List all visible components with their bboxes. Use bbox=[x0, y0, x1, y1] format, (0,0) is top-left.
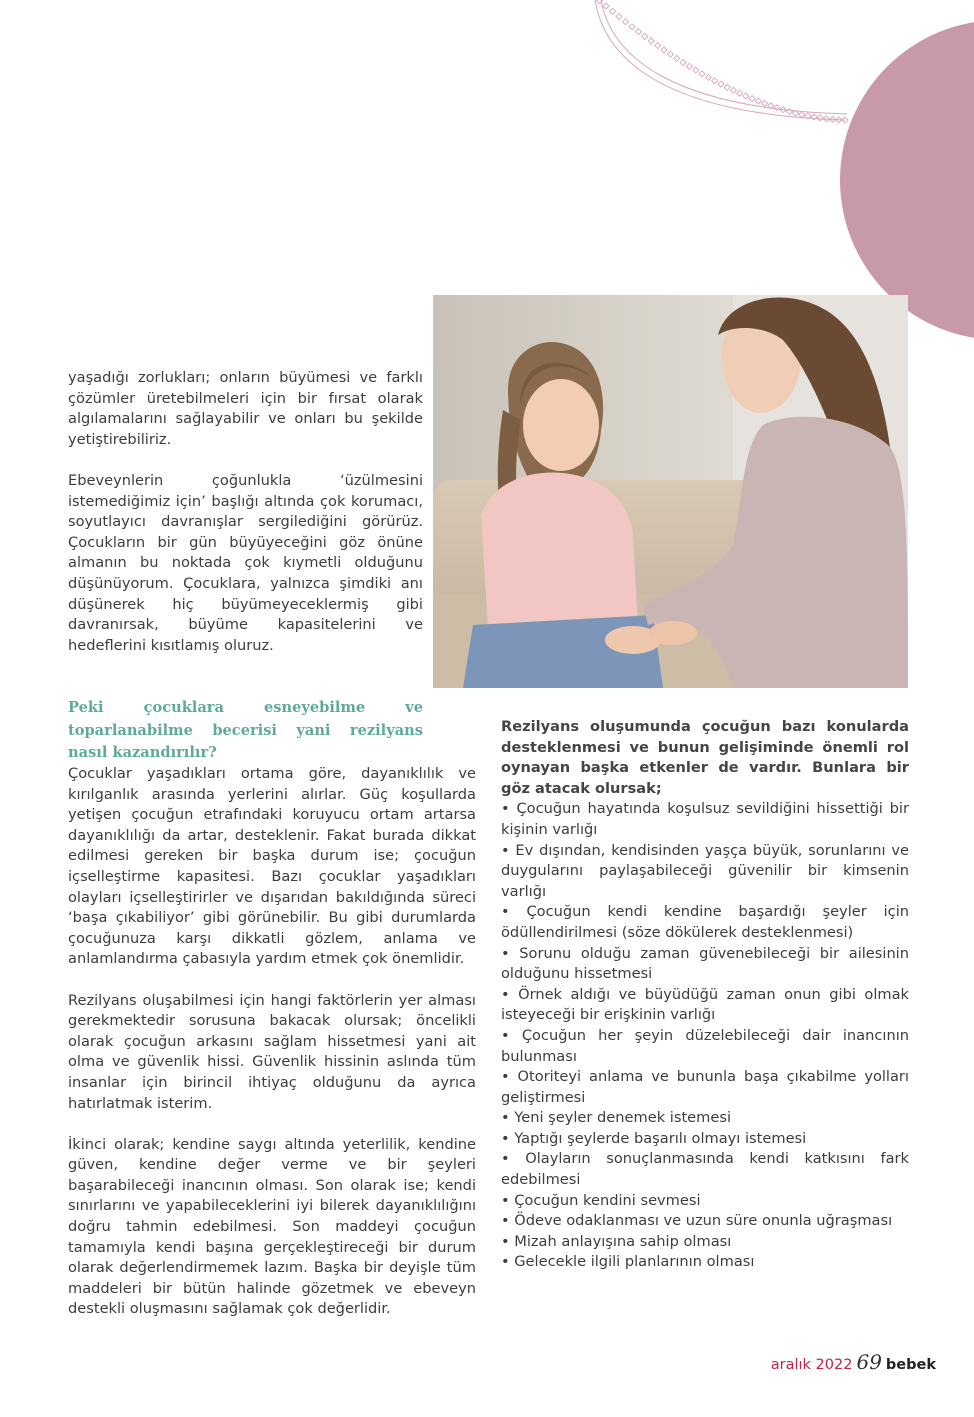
list-item: • Çocuğun kendi kendine başardığı şeyler için ödüllendirilmesi (söze dökülerek desteklenmesi) bbox=[501, 903, 909, 941]
list-item: • Mizah anlayışına sahip olması bbox=[501, 1232, 732, 1250]
right-column bbox=[501, 717, 909, 1273]
page-number: 69 bbox=[856, 1350, 882, 1374]
paragraph: yaşadığı zorlukları; onların büyümesi ve farklı çözümler üretebilmeleri için bir fırsat olarak algılamalarını sağlayabilir ve onları bu şekilde yetiştirebiliriz. bbox=[68, 369, 423, 448]
issue-date: aralık 2022 bbox=[770, 1357, 853, 1373]
section-heading: Peki çocuklara esneyebilme ve toparlanabilme becerisi yani rezilyans nasıl kazandırılır? bbox=[68, 699, 423, 761]
list-item: • Ödeve odaklanması ve uzun süre onunla uğraşması bbox=[501, 1212, 893, 1230]
list-item: • Örnek aldığı ve büyüdüğü zaman onun gibi olmak isteyeceği bir erişkinin varlığı bbox=[501, 985, 909, 1024]
left-column-top bbox=[68, 368, 423, 656]
magazine-brand: bebek bbox=[885, 1357, 936, 1373]
list-item: • Çocuğun her şeyin düzelebileceği dair inancının bulunması bbox=[501, 1026, 909, 1065]
left-column-bottom bbox=[68, 764, 476, 1320]
list-item: • Gelecekle ilgili planlarının olması bbox=[501, 1253, 755, 1271]
list-item: • Otoriteyi anlama ve bununla başa çıkabilme yolları geliştirmesi bbox=[501, 1068, 909, 1106]
list-item: • Yeni şeyler denemek istemesi bbox=[501, 1109, 732, 1127]
page-footer bbox=[771, 1350, 936, 1374]
paragraph: İkinci olarak; kendine saygı altında yeterlilik, kendine güven, kendine değer verme ve bir şeyleri başarabileceği inancının olması. Son olarak ise; kendi sınırlarını ve yapabileceklerini iyi bilerek dayanıklılığını doğru tahmin edebilmesi. Son maddeyi çocuğun tamamıyla kendi başına gerçekleştireceği bir durum olarak değerlendirmemek lazım. Başka bir deyişle tüm maddeleri bir bütün halinde gözetmek ve ebeveyn destekli oluşmasını sağlamak çok değerlidir. bbox=[68, 1135, 476, 1318]
article-photo-mother-daughter bbox=[433, 295, 908, 688]
decorative-circle bbox=[840, 20, 974, 340]
paragraph: Rezilyans oluşabilmesi için hangi faktörlerin yer alması gerekmektedir sorusuna bakacak olursak; öncelikli olarak çocuğun arkasını sağlam hissetmesi yani ait olma ve güvenlik hissi. Güvenlik hissinin aslında tüm insanlar için birincil ihtiyaç olduğunu da ayrıca hatırlatmak isterim. bbox=[68, 991, 476, 1112]
paragraph: Çocuklar yaşadıkları ortama göre, dayanıklılık ve kırılganlık arasında yerlerini alırlar. Güç koşullarda yetişen çocuğun etrafındaki koruyucu ortam artarsa dayanıklılığı da artar, desteklenir. Fakat burada dikkat edilmesi gereken bir başka durum ise; çocuğun içselleştirme kapasitesi. Bazı çocuklar yaşadıkları olayları içselleştirirler ve dışarıdan bakıldığında süreci ‘başa çıkabiliyor’ gibi görünebilir. Bu gibi durumlarda çocuğunuza karşı dikkatli gözlem, anlama ve anlamlandırma çabasıyla yardım etmek çok önemlidir. bbox=[68, 765, 476, 968]
list-item: • Çocuğun kendini sevmesi bbox=[501, 1191, 701, 1209]
list-item: • Ev dışından, kendisinden yaşça büyük, sorunlarını ve duygularını paylaşabileceği güvenilir bir kimsenin varlığı bbox=[501, 841, 909, 900]
list-item: • Sorunu olduğu zaman güvenebileceği bir ailesinin olduğunu hissetmesi bbox=[501, 944, 909, 983]
list-item: • Çocuğun hayatında koşulsuz sevildiğini hissettiği bir kişinin varlığı bbox=[501, 800, 909, 838]
factors-intro: Rezilyans oluşumunda çocuğun bazı konularda desteklenmesi ve bunun gelişiminde önemli rol oynayan başka etkenler de vardır. Bunlara bir göz atacak olursak; bbox=[501, 718, 909, 797]
decorative-chain-pattern bbox=[585, 0, 855, 130]
paragraph: Ebeveynlerin çoğunlukla ‘üzülmesini istemediğimiz için’ başlığı altında çok korumacı, soyutlayıcı davranışlar sergilediğini görürüz. Çocukların bir gün büyüyeceğini göz önüne almanın bu noktada çok kıymetli olduğunu düşünüyorum. Çocuklara, yalnızca şimdiki anı düşünerek hiç büyümeyeceklermiş gibi davranırsak, büyüme kapasitelerini ve hedeflerini kısıtlamış oluruz. bbox=[68, 471, 423, 654]
list-item: • Yaptığı şeylerde başarılı olmayı istemesi bbox=[501, 1129, 807, 1147]
list-item: • Olayların sonuçlanmasında kendi katkısını fark edebilmesi bbox=[501, 1150, 909, 1189]
